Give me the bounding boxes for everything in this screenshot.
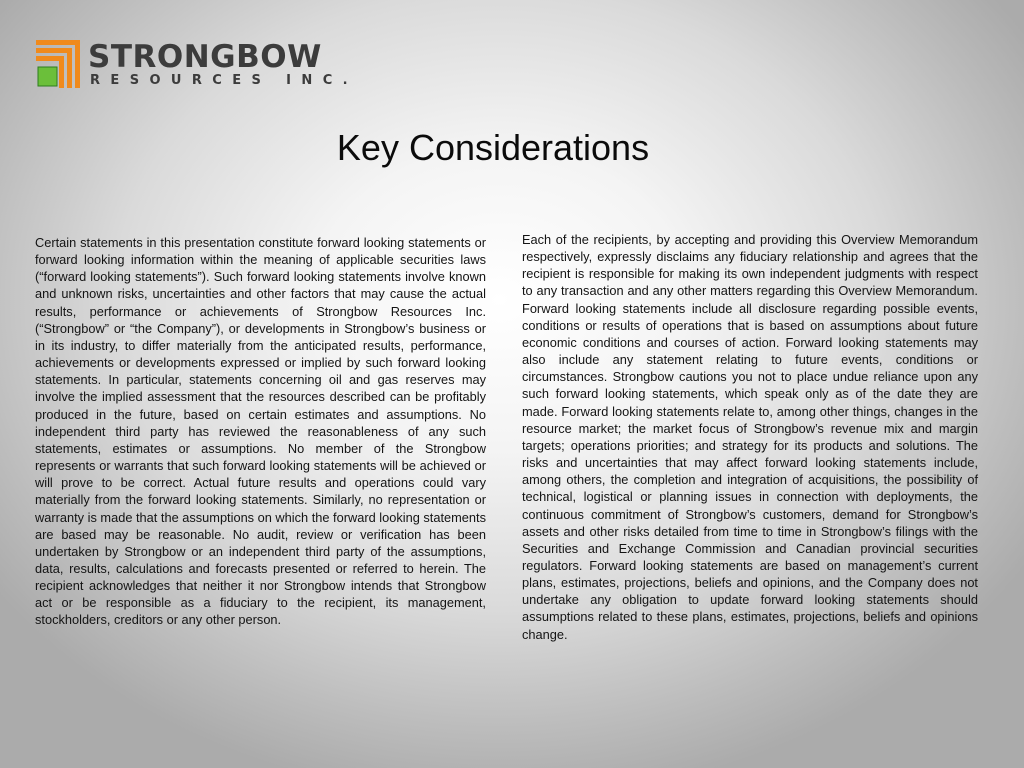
strongbow-logo-mark-icon	[36, 40, 80, 88]
logo-wordmark: STRONGBOW	[88, 39, 322, 75]
left-column-text: Certain statements in this presentation constitute forward looking statements or forward looking information within the meaning of applicable securities laws (“forward looking statements”). Such forward looking statements involve known and unknown risks, uncertainties and other factors that may cause the actual results, performance or achievements of Strongbow Resources Inc.(“Strongbow” or “the Company”), or developments in Strongbow’s business or in its industry, to differ materially from the anticipated results, performance, achievements or developments expressed or implied by such forward looking statements. In particular, statements concerning oil and gas reserves may involve the implied assessment that the resources described can be profitably produced in the future, based on certain estimates and assumptions. No independent third party has reviewed the reasonableness of any such statements, estimates or assumptions. No member of the Strongbow represents or warrants that such forward looking statements will be achieved or will prove to be correct. Actual future results and operations could vary materially from the forward looking statements. Similarly, no representation or warranty is made that the assumptions on which the forward looking statements are based may be reasonable. No audit, review or verification has been undertaken by Strongbow or an independent third party of the assumptions, data, results, calculations and forecasts presented or referred to herein. The recipient acknowledges that neither it nor Strongbow intends that Strongbow act or be responsible as a fiduciary to the recipient, its management, stockholders, creditors or any other person.	[35, 235, 486, 628]
company-logo	[36, 40, 366, 90]
slide-title: Key Considerations	[336, 127, 650, 168]
right-column-text: Each of the recipients, by accepting and providing this Overview Memorandum respectively, expressly disclaims any fiduciary relationship and agrees that the recipient is responsible for making its own independent judgments with respect to any transaction and any other matters regarding this Overview Memorandum. Forward looking statements include all disclosure regarding possible events, conditions or results of operations that is based on assumptions about future economic conditions and courses of action. Forward looking statements may also include any statement relating to future events, conditions or circumstances. Strongbow cautions you not to place undue reliance upon any such forward looking statements, which speak only as of the date they are made. Forward looking statements relate to, among other things, changes in the resource market; the market focus of Strongbow’s revenue mix and margin targets; operations priorities; and strategy for its products and solutions. The risks and uncertainties that may affect forward looking statements include, among others, the completion and integration of acquisitions, the possibility of technical, logistical or planning issues in connection with deployments, the continuous commitment of Strongbow’s customers, demand for Strongbow’s assets and other risks detailed from time to time in Strongbow’s filings with the Securities and Exchange Commission and Canadian provincial securities regulators. Forward looking statements are based on management’s current plans, estimates, projections, beliefs and opinions, and the Company does not undertake any obligation to update forward looking statements should assumptions related to these plans, estimates, projections, beliefs and opinions change.	[522, 232, 978, 642]
logo-subtitle: RESOURCES INC.	[90, 73, 358, 88]
